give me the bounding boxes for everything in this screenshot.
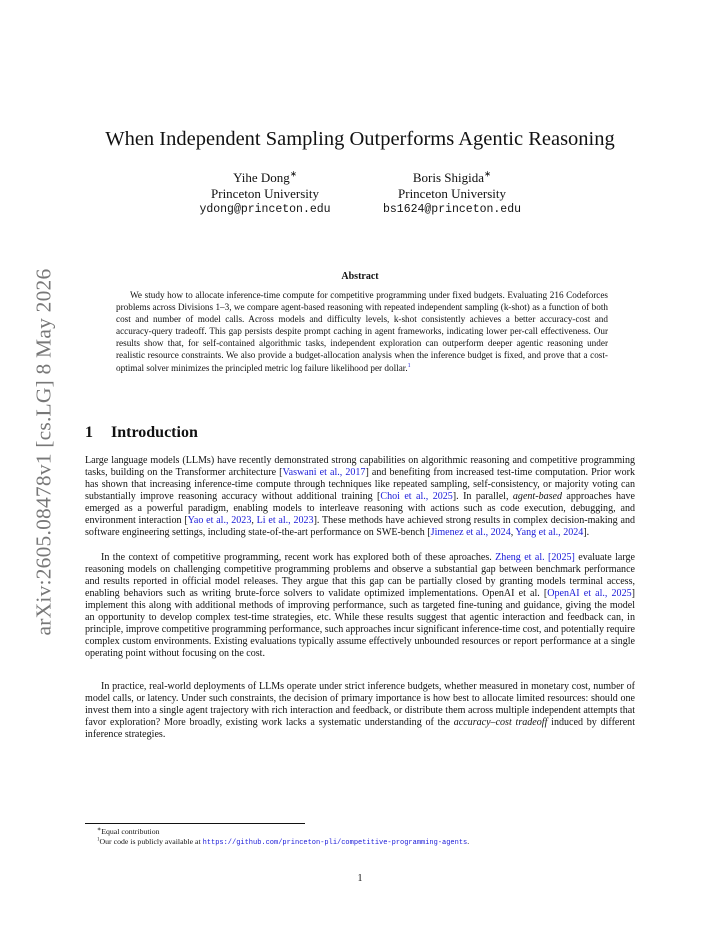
abstract-text: We study how to allocate inference-time compute for competitive programming under fixed budgets. Evaluating 216 Codeforces problems across Divisions 1–3, we compare agent-based reasoning with repeated independent sampling (k-shot) as a function of both cost and number of model calls. Across models and difficulty levels, k-shot consistently achieves a better accuracy-cost and accuracy-query tradeoff. This gap persists despite prompt caching in agent frameworks, indicating lower per-call effectiveness. Our results show that, for self-contained algorithmic tasks, independent exploration can outperform deeper agentic reasoning under realistic resource constraints. We also provide a budget-allocation analysis when the inference budget is fixed, and prove that a cost-optimal solver minimizes the principled metric log failure likelihood per dollar.$^1$ (116, 290, 608, 373)
footnote-link[interactable]: 1 (407, 362, 411, 369)
citation-link[interactable]: Choi et al., 2025 (380, 491, 453, 503)
footnote: $^1$Our code is publicly available at https://github.com/princeton-pli/competitive-programming-agents. (97, 836, 470, 847)
author-affiliation: Princeton University (398, 186, 506, 201)
paragraph: Large language models (LLMs) have recently demonstrated strong capabilities on algorithmic reasoning and competitive programming tasks, building on the Transformer architecture [Vaswani et al., 2017] and benefiting from increased test-time computation. Prior work has shown that increasing inference-time compute through techniques like repeated sampling, self-consistency, or majority voting can substantially improve reasoning accuracy without additional training [Choi et al., 2025]. In parallel, agent-based approaches have emerged as a powerful paradigm, enabling models to interleave reasoning with actions such as code execution, debugging, and environment interaction [Yao et al., 2023, Li et al., 2023]. These methods have achieved strong results in complex decision-making and software engineering settings, including state-of-the-art performance on SWE-bench [Jimenez et al., 2024, Yang et al., 2024]. (85, 455, 635, 539)
author-email[interactable]: bs1624@princeton.edu (382, 203, 522, 216)
citation-link[interactable]: OpenAI et al., 2025 (547, 588, 632, 600)
code-repository-link[interactable]: https://github.com/princeton-pli/competitive-programming-agents (202, 839, 468, 847)
author-name: Yihe Dong∗ (233, 168, 297, 185)
footnote: ∗Equal contribution (97, 826, 160, 836)
section-title: Introduction (111, 424, 198, 441)
paragraph: In practice, real-world deployments of LLMs operate under strict inference budgets, whether measured in monetary cost, number of model calls, or latency. Under such constraints, the decision of primary importance is how best to allocate limited resources: should one invest them into a single agent trajectory with rich interaction and feedback, or distribute them across multiple independent attempts that favor exploration? More broadly, existing work lacks a systematic understanding of the accuracy–cost tradeoff induced by different inference strategies. (85, 681, 635, 741)
author-email[interactable]: ydong@princeton.edu (199, 203, 331, 216)
author-block (352, 170, 552, 218)
paragraph: In the context of competitive programming, recent work has explored both of these aproaches. Zheng et al. [2025] evaluate large reasoning models on challenging competitive programming problems and observe a substantial gap between benchmark performance and results reported in official model releases. They argue that this gap can be partially closed by granting models terminal access, enabling behaviors such as writing brute-force solvers to validate optimized implementations. OpenAI et al. [OpenAI et al., 2025] implement this along with additional methods of improving performance, such as targeted fine-tuning and guidance, giving the model an opportunity to develop complex test-time strategies, etc. While these results suggest that agentic interaction and feedback can, in principle, improve competitive programming performance, such approaches incur significant inference-time cost, and potentially require complex custom environments. Existing evaluations typically assume effectively unbounded resources or report performance at a single operating point without focusing on the cost. (85, 552, 636, 660)
author-name: Boris Shigida∗ (412, 168, 492, 185)
equal-contribution-mark: ∗ (289, 168, 297, 179)
equal-contribution-mark: ∗ (484, 168, 492, 179)
citation-link[interactable]: Jimenez et al., 2024 (430, 527, 511, 539)
citation-link[interactable]: Yang et al., 2024 (515, 527, 584, 539)
section-number: 1 (85, 424, 93, 441)
abstract-heading: Abstract (341, 271, 379, 282)
citation-link[interactable]: Vaswani et al., 2017 (282, 467, 366, 479)
citation-link[interactable]: Yao et al., 2023 (187, 515, 252, 527)
author-affiliation: Princeton University (211, 186, 319, 201)
citation-link[interactable]: Li et al., 2023 (256, 515, 314, 527)
arxiv-identifier: arXiv:2605.08478v1 [cs.LG] 8 May 2026 (31, 268, 56, 636)
footnote-divider (85, 823, 305, 824)
author-block (170, 170, 360, 218)
section-heading (85, 424, 198, 442)
paper-title: When Independent Sampling Outperforms Agentic Reasoning (105, 128, 615, 150)
page-number: 1 (357, 873, 363, 884)
citation-link[interactable]: Zheng et al. [2025] (495, 552, 575, 563)
